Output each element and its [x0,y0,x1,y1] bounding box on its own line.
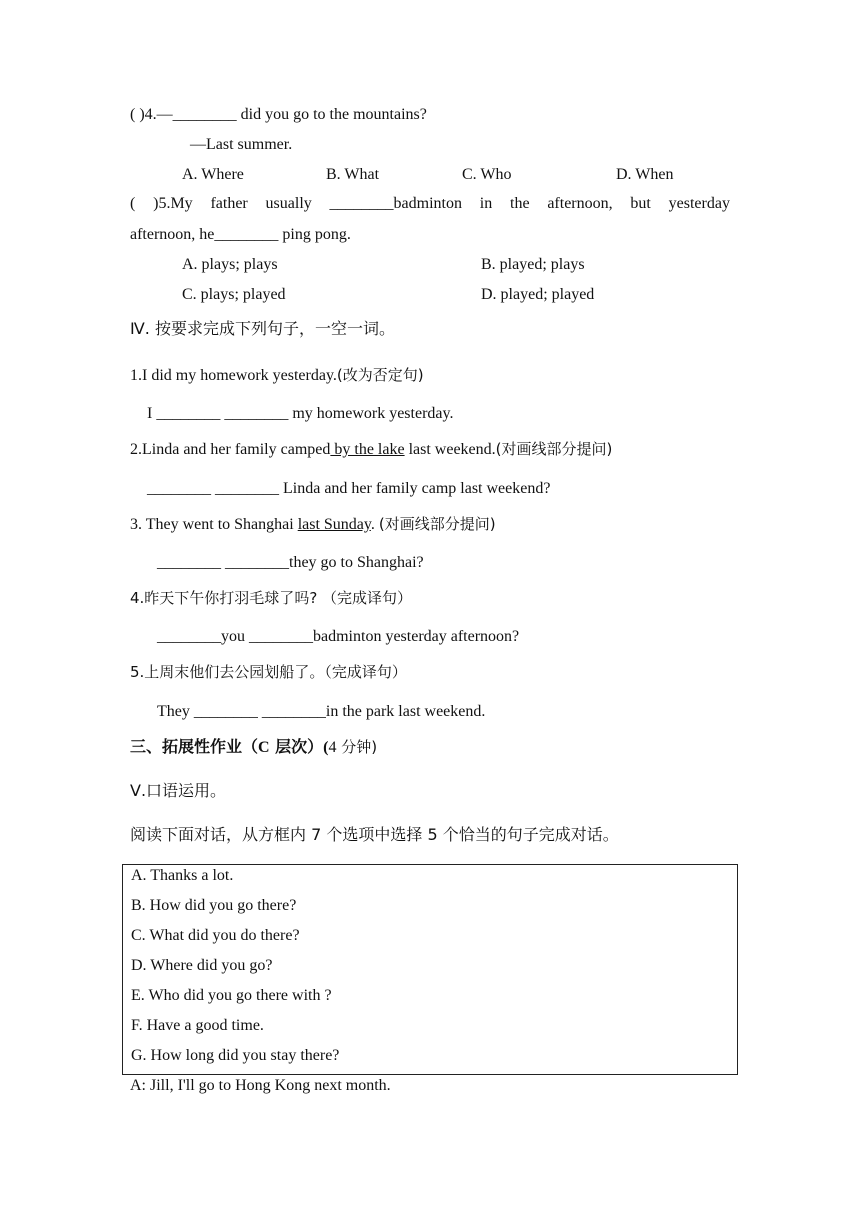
choices-box [122,864,738,1075]
section4-heading: Ⅳ. 按要求完成下列句子，一空一词。 [130,319,395,338]
section3-heading-cn1: 三、拓展性作业（ [130,737,259,756]
s4-item3-underlined: last Sunday [297,516,371,533]
s4-item2-prompt-a: 2.Linda and her family camped [130,441,331,458]
section3-heading-unit: 分钟) [336,738,378,756]
section3-heading-minutes: 4 [328,739,337,756]
s4-item1-prompt-en: 1.I did my homework yesterday. [130,367,337,384]
choice-d: D. Where did you go? [131,957,273,974]
q5-word: but [630,195,651,212]
q5-word: in [479,195,493,212]
q4-reply: —Last summer. [190,136,293,153]
s4-item3-prompt-a: 3. They went to Shanghai [130,516,298,533]
s4-item2-prompt [130,439,612,460]
section3-heading [130,737,377,758]
q5-word: ________badminton [329,195,462,212]
s4-item2-prompt-b: last weekend. [404,441,496,458]
choice-a: A. Thanks a lot. [131,867,234,884]
choice-e: E. Who did you go there with ? [131,987,332,1004]
choice-b: B. How did you go there? [131,897,297,914]
q5-word: yesterday [668,195,730,212]
section5-heading: Ⅴ.口语运用。 [130,781,227,800]
s4-item3-answer: ________ ________they go to Shanghai? [157,554,424,571]
q5-option-a: A. plays; plays [182,256,278,273]
q5-option-b: B. played; plays [481,256,585,273]
s4-item1-prompt-cn: (改为否定句) [336,366,424,384]
choice-c: C. What did you do there? [131,927,300,944]
s4-item1-prompt [130,365,424,386]
s4-item1-answer: I ________ ________ my homework yesterday. [147,405,454,422]
q5-word: )5.My [153,195,193,212]
s4-item2-answer: ________ ________ Linda and her family camp last weekend? [147,480,551,497]
dialog-line-1: A: Jill, I'll go to Hong Kong next month. [130,1077,391,1094]
choice-f: F. Have a good time. [131,1017,264,1034]
choice-g: G. How long did you stay there? [131,1047,340,1064]
s4-item4-prompt: 4.昨天下午你打羽毛球了吗? （完成译句） [130,589,413,607]
s4-item5-answer: They ________ ________in the park last weekend. [157,703,486,720]
s4-item3-prompt-b: . [370,516,379,533]
s4-item5-prompt: 5.上周末他们去公园划船了。（完成译句） [130,663,407,681]
section3-heading-cn2: 层次） [269,737,324,756]
q5-stem-line1 [130,194,730,214]
q4-option-a: A. Where [182,166,244,183]
s4-item2-prompt-cn: (对画线部分提问) [495,440,613,458]
q5-word: afternoon, [547,195,613,212]
q5-word: father [210,195,248,212]
q5-word: usually [265,195,312,212]
section3-heading-paren: ( [323,739,329,756]
s4-item3-prompt [130,514,496,535]
section3-heading-level: C [258,739,270,756]
q5-word: ( [130,195,136,212]
q4-stem: ( )4.—________ did you go to the mountains? [130,106,427,123]
q5-stem-line2: afternoon, he________ ping pong. [130,226,351,243]
s4-item3-prompt-cn: (对画线部分提问) [378,515,496,533]
q4-option-d: D. When [616,166,674,183]
s4-item4-answer: ________you ________badminton yesterday afternoon? [157,628,520,645]
q5-word: the [510,195,530,212]
section5-instruction: 阅读下面对话，从方框内 7 个选项中选择 5 个恰当的句子完成对话。 [130,825,619,844]
q5-option-c: C. plays; played [182,286,286,303]
q4-option-c: C. Who [462,166,512,183]
q5-option-d: D. played; played [481,286,595,303]
q4-option-b: B. What [326,166,380,183]
s4-item2-underlined: by the lake [330,441,405,458]
